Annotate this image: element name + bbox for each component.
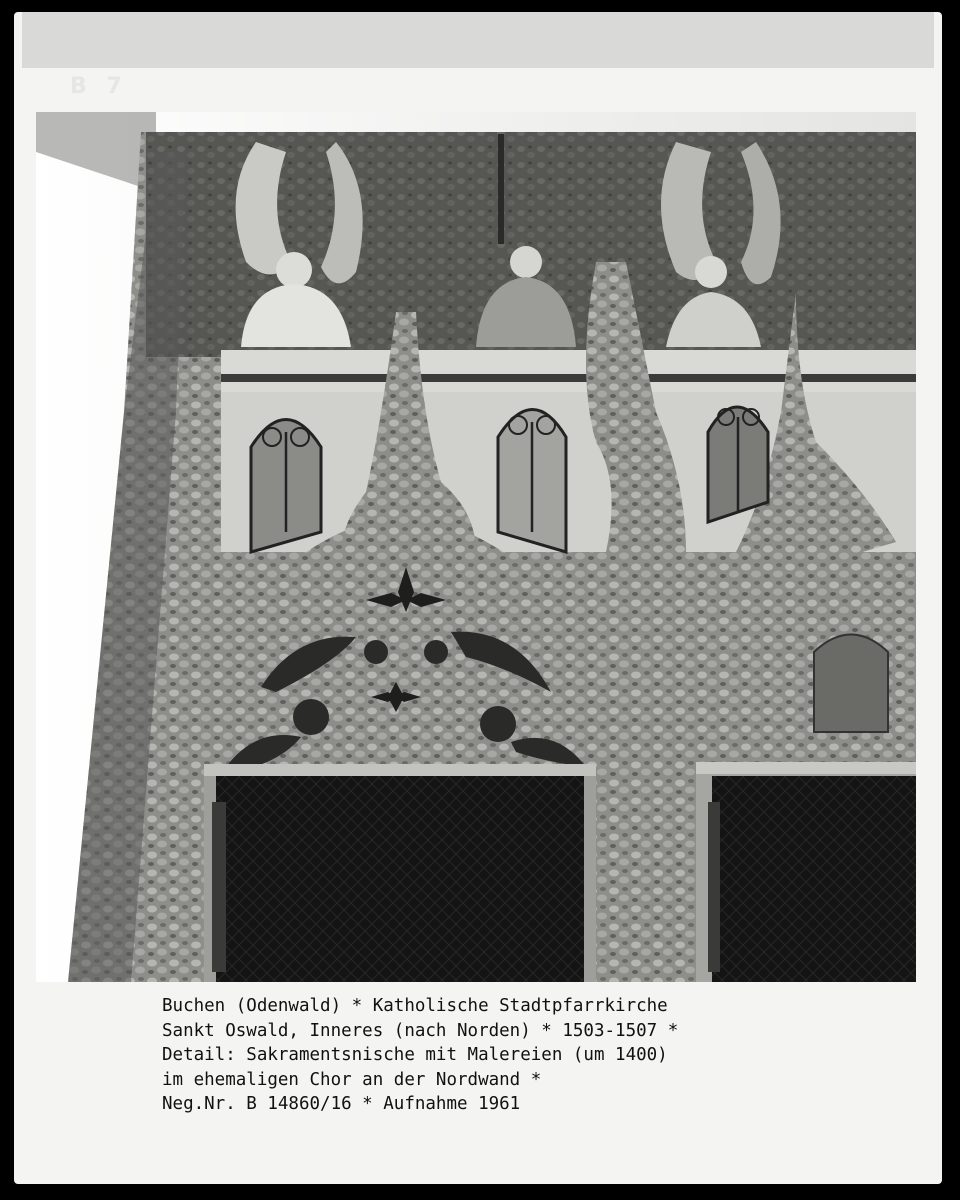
photograph: [36, 112, 916, 982]
caption-line-negative-number: Neg.Nr. B 14860/16 * Aufnahme 1961: [162, 1094, 521, 1114]
card-code: B 7: [70, 74, 128, 99]
caption-line-location: Buchen (Odenwald) * Katholische Stadtpfarrkirche: [162, 996, 668, 1016]
caption-block: [162, 994, 902, 1117]
painted-window-right: [708, 407, 768, 522]
card-header-strip: [22, 12, 934, 68]
caption-line-detail: Detail: Sakramentsnische mit Malereien (um 1400): [162, 1045, 668, 1065]
painted-window-center: [498, 410, 566, 553]
caption-line-church: Sankt Oswald, Inneres (nach Norden) * 1503-1507 *: [162, 1020, 679, 1041]
caption-line-position: im ehemaligen Chor an der Nordwand *: [162, 1069, 542, 1090]
painted-window-left: [251, 420, 321, 553]
